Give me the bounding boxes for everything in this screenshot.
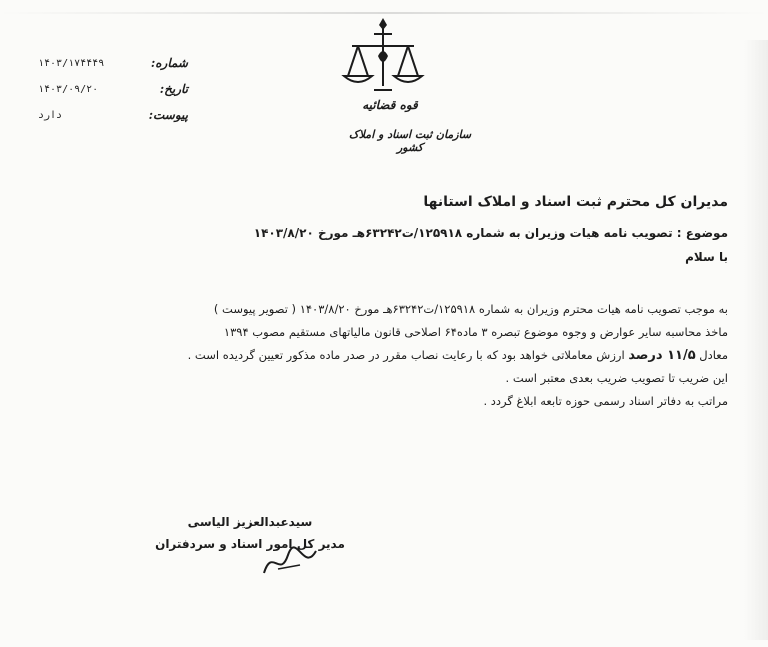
signature-block	[150, 515, 350, 551]
handwritten-signature	[260, 543, 320, 583]
letter-meta	[38, 50, 188, 128]
body-line-5: مراتب به دفاتر اسناد رسمی حوزه تابعه ابلاغ گردد .	[483, 394, 728, 408]
meta-number-row	[38, 50, 188, 76]
body-line-3-suffix: ارزش معاملاتی خواهد بود که با رعایت نصاب مقرر در صدر ماده مذکور تعیین گردیده است .	[187, 348, 625, 362]
number-value: ۱۴۰۳/۱۷۴۴۴۹	[38, 57, 105, 69]
judiciary-emblem	[330, 16, 480, 156]
date-label: تاریخ:	[159, 82, 188, 96]
attachment-label: پیوست:	[148, 108, 188, 122]
meta-date-row	[38, 76, 188, 102]
date-value: ۱۴۰۳/۰۹/۲۰	[38, 83, 99, 95]
body-line-2: ماخذ محاسبه سایر عوارض و وجوه موضوع تبصره ۳ ماده۶۴ اصلاحی قانون مالیاتهای مستقیم مصوب ۱۳۹۴	[223, 325, 728, 339]
attachment-value: دارد	[38, 109, 63, 121]
rate-value: ۱۱/۵ درصد	[628, 348, 696, 363]
scan-stripe	[0, 12, 768, 14]
body-line-4: این ضریب تا تصویب ضریب بعدی معتبر است .	[505, 371, 728, 385]
organization-name: سازمان ثبت اسناد و املاک کشور	[348, 128, 472, 154]
scales-of-justice-icon	[338, 16, 428, 98]
scan-edge-shadow	[744, 40, 768, 640]
letter-greeting: با سلام	[685, 250, 728, 264]
body-line-3-prefix: معادل	[699, 348, 728, 362]
body-line-1: به موجب تصویب نامه هیات محترم وزیران به شماره ۱۲۵۹۱۸/ت۶۳۲۴۲هـ مورخ ۱۴۰۳/۸/۲۰ ( تصویر پیوست )	[213, 302, 728, 316]
signer-title: مدیر کل امور اسناد و سردفتران	[155, 537, 345, 551]
number-label: شماره:	[150, 56, 188, 70]
body-line-3	[28, 344, 728, 367]
signer-name: سیدعبدالعزیز الیاسی	[187, 515, 313, 529]
letter-body	[28, 298, 728, 413]
meta-attachment-row	[38, 102, 188, 128]
letter-recipient: مدیران کل محترم ثبت اسناد و املاک استانها	[423, 194, 728, 210]
judiciary-name: قوه قضائیه	[362, 98, 418, 112]
letter-subject: موضوع : تصویب نامه هیات وزیران به شماره ۱۲۵۹۱۸/ت۶۳۲۴۲هـ مورخ ۱۴۰۳/۸/۲۰	[253, 226, 728, 240]
